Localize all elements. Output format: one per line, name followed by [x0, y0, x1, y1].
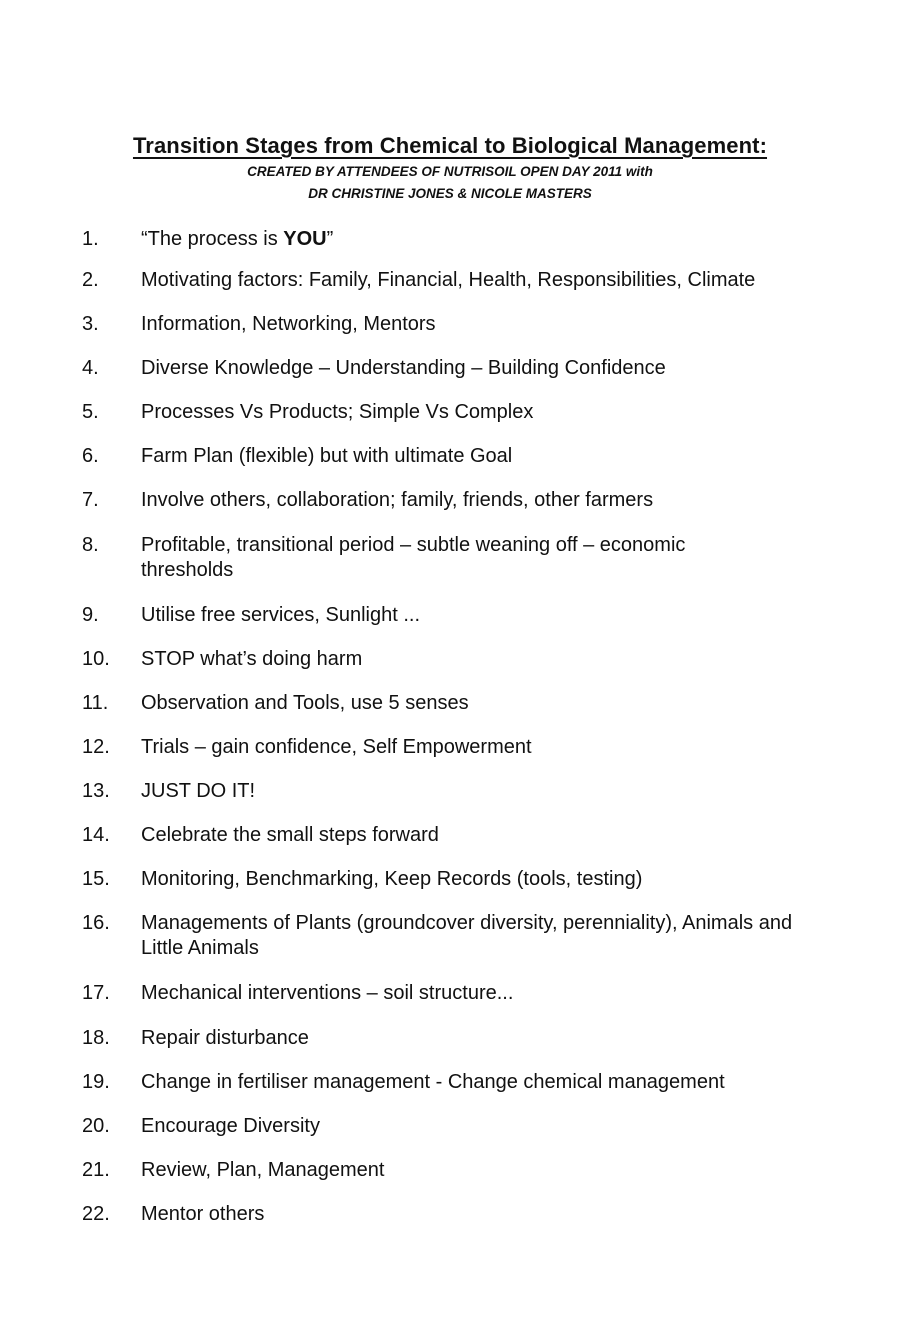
item-number: 7. — [82, 489, 99, 511]
item-text: “The process is YOU” — [141, 228, 334, 250]
item-number: 20. — [82, 1115, 110, 1137]
item-number: 17. — [82, 982, 110, 1004]
item-text: Motivating factors: Family, Financial, Health, Responsibilities, Climate — [141, 269, 756, 291]
item-number: 8. — [82, 534, 99, 556]
item-number: 16. — [82, 912, 110, 934]
item-text: Trials – gain confidence, Self Empowerment — [141, 736, 532, 758]
page-title: Transition Stages from Chemical to Biological Management: — [132, 133, 768, 158]
item-text: Farm Plan (flexible) but with ultimate Goal — [141, 445, 513, 467]
item-number: 3. — [82, 313, 99, 335]
item-number: 15. — [82, 868, 110, 890]
item-number: 22. — [82, 1203, 110, 1225]
item-text-emphasis: YOU — [283, 228, 327, 250]
item-text: JUST DO IT! — [141, 780, 256, 802]
subtitle-line-2: DR CHRISTINE JONES & NICOLE MASTERS — [308, 186, 592, 201]
item-number: 6. — [82, 445, 99, 467]
item-text: Mechanical interventions – soil structure... — [141, 982, 514, 1004]
item-text: STOP what’s doing harm — [141, 648, 363, 670]
item-number: 4. — [82, 357, 99, 379]
item-text: Profitable, transitional period – subtle weaning off – economic thresholds — [141, 534, 686, 581]
item-number: 19. — [82, 1071, 110, 1093]
item-text: Mentor others — [141, 1203, 265, 1225]
item-number: 18. — [82, 1027, 110, 1049]
item-number: 11. — [82, 692, 109, 714]
item-number: 13. — [82, 780, 110, 802]
item-number: 9. — [82, 604, 99, 626]
item-number: 21. — [82, 1159, 110, 1181]
subtitle-line-1: CREATED BY ATTENDEES OF NUTRISOIL OPEN DAY 2011 with — [247, 164, 653, 179]
item-text: Change in fertiliser management - Change chemical management — [141, 1071, 725, 1093]
item-number: 2. — [82, 269, 99, 291]
item-text: Diverse Knowledge – Understanding – Building Confidence — [141, 357, 666, 379]
item-text: Involve others, collaboration; family, friends, other farmers — [141, 489, 654, 511]
item-text: Encourage Diversity — [141, 1115, 320, 1137]
item-number: 5. — [82, 401, 99, 423]
item-number: 10. — [82, 648, 110, 670]
item-number: 14. — [82, 824, 110, 846]
item-text: Monitoring, Benchmarking, Keep Records (tools, testing) — [141, 868, 643, 890]
item-text: Repair disturbance — [141, 1027, 309, 1049]
item-number: 12. — [82, 736, 110, 758]
item-text: Celebrate the small steps forward — [141, 824, 439, 846]
item-number: 1. — [82, 228, 99, 250]
item-text: Observation and Tools, use 5 senses — [141, 692, 469, 714]
item-text: Information, Networking, Mentors — [141, 313, 436, 335]
item-text: Processes Vs Products; Simple Vs Complex — [141, 401, 534, 423]
item-text: Managements of Plants (groundcover diversity, perenniality), Animals and Little Animals — [141, 912, 793, 959]
item-text: Review, Plan, Management — [141, 1159, 385, 1181]
item-text: Utilise free services, Sunlight ... — [141, 604, 420, 626]
